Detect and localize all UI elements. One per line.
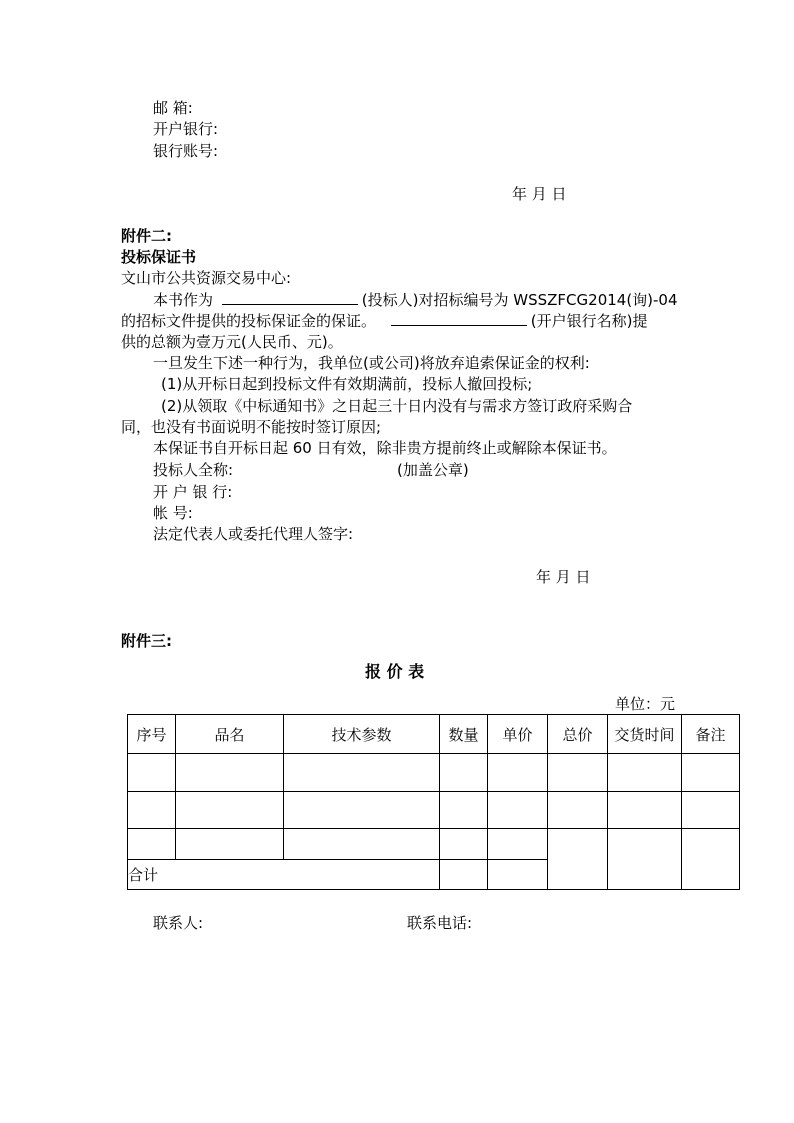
table-cell[interactable] xyxy=(440,754,488,792)
guarantee-line-2 xyxy=(121,311,648,331)
table-header-row xyxy=(128,715,740,754)
bank-name-blank[interactable] xyxy=(391,311,527,326)
table-cell[interactable] xyxy=(682,754,740,792)
seal-label: (加盖公章) xyxy=(397,461,469,479)
table-cell[interactable] xyxy=(128,829,176,860)
table-cell[interactable] xyxy=(284,792,440,829)
table-cell[interactable] xyxy=(548,754,608,792)
representative-sign-label: 法定代表人或委托代理人签字: xyxy=(153,525,354,543)
column-header: 序号 xyxy=(128,715,176,754)
guarantee-line-4: 一旦发生下述一种行为，我单位(或公司)将放弃追索保证金的权利: xyxy=(153,354,590,372)
column-header: 总价 xyxy=(548,715,608,754)
table-cell[interactable] xyxy=(488,860,548,890)
table-cell[interactable] xyxy=(488,754,548,792)
attachment3-heading: 附件三: xyxy=(121,632,172,650)
guarantee-line-7: 同，也没有书面说明不能按时签订原因; xyxy=(121,418,382,436)
column-header: 品名 xyxy=(176,715,284,754)
unit-label: 单位：元 xyxy=(615,695,676,713)
guarantee-line-3: 供的总额为壹万元(人民币、元)。 xyxy=(121,333,343,351)
guarantee-line-8: 本保证书自开标日起 60 日有效，除非贵方提前终止或解除本保证书。 xyxy=(153,439,617,457)
line2-text-b: (开户银行名称)提 xyxy=(530,312,648,330)
quote-table xyxy=(127,714,740,890)
email-label: 邮 箱: xyxy=(153,99,193,117)
guarantee-date-line: 年 月 日 xyxy=(536,568,591,586)
column-header: 备注 xyxy=(682,715,740,754)
table-cell[interactable] xyxy=(440,860,488,890)
column-header: 交货时间 xyxy=(608,715,682,754)
guarantee-title: 投标保证书 xyxy=(121,248,197,266)
table-cell[interactable] xyxy=(548,792,608,829)
bidder-name-label: 投标人全称: xyxy=(153,461,234,479)
line1-text-a: 本书作为 xyxy=(153,291,214,309)
date-line: 年 月 日 xyxy=(512,185,567,203)
column-header: 数量 xyxy=(440,715,488,754)
table-cell[interactable] xyxy=(608,829,682,890)
table-row xyxy=(128,754,740,792)
table-cell[interactable] xyxy=(440,792,488,829)
attachment2-heading: 附件二: xyxy=(121,227,172,245)
table-row xyxy=(128,829,740,860)
table-cell[interactable] xyxy=(284,754,440,792)
line2-text-a: 的招标文件提供的投标保证金的保证。 xyxy=(121,312,377,330)
table-cell[interactable] xyxy=(440,829,488,860)
guarantee-line-5: (1)从开标日起到投标文件有效期满前，投标人撤回投标; xyxy=(161,375,533,393)
table-cell[interactable] xyxy=(608,754,682,792)
table-cell[interactable] xyxy=(608,792,682,829)
guarantee-account-label: 帐 号: xyxy=(153,504,193,522)
bank-label: 开户银行: xyxy=(153,120,219,138)
guarantee-line-6: (2)从领取《中标通知书》之日起三十日内没有与需求方签订政府采购合 xyxy=(161,397,633,415)
addressee: 文山市公共资源交易中心: xyxy=(121,269,292,287)
table-cell[interactable] xyxy=(128,792,176,829)
table-cell[interactable] xyxy=(176,792,284,829)
column-header: 技术参数 xyxy=(284,715,440,754)
table-cell[interactable] xyxy=(176,754,284,792)
quote-table-title: 报 价 表 xyxy=(365,662,425,681)
table-cell[interactable] xyxy=(488,829,548,860)
total-label: 合计 xyxy=(128,860,440,890)
account-label: 银行账号: xyxy=(153,142,219,160)
line1-text-b: (投标人)对招标编号为 WSSZFCG2014(询)-04 xyxy=(361,291,678,309)
column-header: 单价 xyxy=(488,715,548,754)
table-cell[interactable] xyxy=(682,792,740,829)
table-cell[interactable] xyxy=(682,829,740,890)
table-cell[interactable] xyxy=(284,829,440,860)
guarantee-bank-label: 开 户 银 行: xyxy=(153,483,233,501)
contact-phone-label: 联系电话: xyxy=(407,914,473,932)
table-cell[interactable] xyxy=(488,792,548,829)
table-cell[interactable] xyxy=(548,829,608,890)
bidder-blank[interactable] xyxy=(222,290,358,305)
guarantee-line-1 xyxy=(153,290,678,310)
table-cell[interactable] xyxy=(176,829,284,860)
table-cell[interactable] xyxy=(128,754,176,792)
table-row xyxy=(128,792,740,829)
contact-person-label: 联系人: xyxy=(153,914,204,932)
